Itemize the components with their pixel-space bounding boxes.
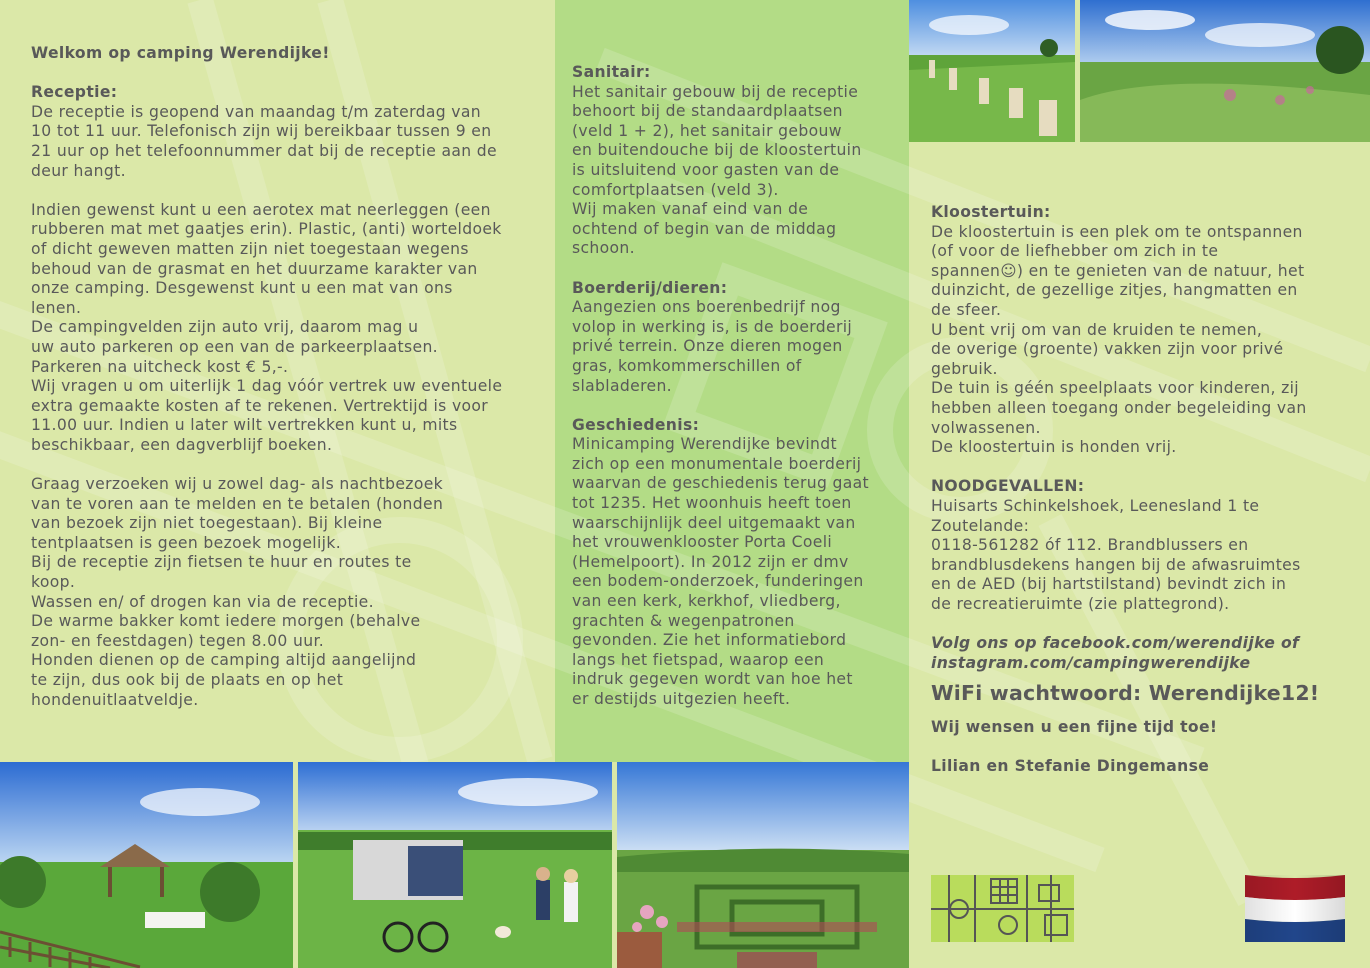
boerderij-line: gras, komkommerschillen of <box>572 356 802 375</box>
reception-line: 21 uur op het telefoonnummer dat bij de receptie aan de <box>31 141 497 160</box>
kloostertuin-line: de sfeer. <box>931 300 1002 319</box>
geschiedenis-line: er destijds uitgezien heeft. <box>572 690 791 708</box>
visitors-line: van bezoek zijn niet toegestaan). Bij kleine <box>31 514 383 533</box>
mat-line: rubberen mat met gaatjes erin). Plastic, (anti) worteldoek <box>31 220 502 239</box>
kloostertuin-heading: Kloostertuin: <box>931 203 1051 221</box>
geschiedenis-line: een bodem-onderzoek, funderingen <box>572 572 864 591</box>
bikes-line: Bij de receptie zijn fietsen te huur en routes te <box>31 553 412 572</box>
reception-line: De receptie is geopend van maandag t/m zaterdag van <box>31 102 482 121</box>
spacer <box>31 181 546 201</box>
geschiedenis-line: waarvan de geschiedenis terug gaat <box>572 474 870 493</box>
left-column-text <box>31 44 546 710</box>
boerderij-heading: Boerderij/dieren: <box>572 278 728 297</box>
spacer <box>931 614 1351 634</box>
sanitair-line: is uitsluitend voor gasten van de <box>572 160 840 179</box>
mat-line: lenen. <box>31 298 82 317</box>
geschiedenis-line: grachten & wegenpatronen <box>572 611 795 630</box>
dogs-line: Honden dienen op de camping altijd aangelijnd <box>31 651 417 670</box>
dutch-flag <box>1245 875 1345 942</box>
sanitair-line: en buitendouche bij de kloostertuin <box>572 141 862 160</box>
geschiedenis-heading: Geschiedenis: <box>572 415 700 434</box>
checkout-line: 11.00 uur. Indien u later wilt vertrekken kunt u, mits <box>31 416 458 435</box>
bakery-line: De warme bakker komt iedere morgen (behalve <box>31 612 421 631</box>
kloostertuin-line: U bent vrij om van de kruiden te nemen, <box>931 320 1263 339</box>
mat-line: onze camping. Desgewenst kunt u een mat van ons <box>31 279 453 298</box>
mat-line: Indien gewenst kunt u een aerotex mat neerleggen (een <box>31 200 491 219</box>
sanitair-heading: Sanitair: <box>572 63 651 81</box>
sanitair-line: comfortplaatsen (veld 3). <box>572 180 779 199</box>
reception-heading: Receptie: <box>31 83 118 102</box>
sanitair-line: ochtend of begin van de middag <box>572 219 837 238</box>
photo-field-fence <box>909 0 1075 142</box>
kloostertuin-line: (of voor de liefhebber om zich in te <box>931 242 1219 261</box>
photo-caravan-couple <box>298 762 612 968</box>
checkout-line: beschikbaar, een dagverblijf boeken. <box>31 435 333 454</box>
boerderij-line: Aangezien ons boerenbedrijf nog <box>572 298 841 317</box>
boerderij-line: volop in werking is, is de boerderij <box>572 317 853 336</box>
kloostertuin-line: gebruik. <box>931 359 998 378</box>
noodgevallen-line: 0118-561282 óf 112. Brandblussers en <box>931 536 1249 555</box>
dogs-line: hondenuitlaatveldje. <box>31 690 199 709</box>
visitors-line: van te voren aan te melden en te betalen (honden <box>31 494 444 513</box>
boerderij-line: slabladeren. <box>572 376 672 395</box>
sanitair-line: Het sanitair gebouw bij de receptie <box>572 82 859 101</box>
kloostertuin-line: volwassenen. <box>931 418 1041 437</box>
reception-line: deur hangt. <box>31 161 126 180</box>
welcome-title: Welkom op camping Werendijke! <box>31 44 330 62</box>
parking-line: De campingvelden zijn auto vrij, daarom mag u <box>31 318 419 337</box>
kloostertuin-line: De tuin is géén speelplaats voor kinderen, zij <box>931 379 1299 398</box>
geschiedenis-line: van een kerk, kerkhof, vliedberg, <box>572 592 841 611</box>
sanitair-line: Wij maken vanaf eind van de <box>572 200 809 219</box>
spacer <box>31 64 546 84</box>
werendijke-logo <box>931 875 1074 942</box>
spacer <box>572 396 902 416</box>
geschiedenis-line: zich op een monumentale boerderij <box>572 454 862 473</box>
bakery-line: zon- en feestdagen) tegen 8.00 uur. <box>31 631 325 650</box>
sanitair-line: (veld 1 + 2), het sanitair gebouw <box>572 121 842 140</box>
middle-column-text <box>572 63 902 710</box>
photo-gazebo-garden <box>0 762 293 968</box>
checkout-line: extra gemaakte kosten af te rekenen. Vertrektijd is voor <box>31 396 489 415</box>
kloostertuin-line: spannen☺) en te genieten van de natuur, het <box>931 261 1305 280</box>
mat-line: of dicht geweven matten zijn niet toegestaan wegens <box>31 239 469 258</box>
photo-kloostertuin <box>617 762 909 968</box>
sanitair-line: behoort bij de standaardplaatsen <box>572 102 843 121</box>
kloostertuin-line: De kloostertuin is een plek om te ontspannen <box>931 222 1303 241</box>
reception-line: 10 tot 11 uur. Telefonisch zijn wij bereikbaar tussen 9 en <box>31 122 492 141</box>
geschiedenis-line: het vrouwenklooster Porta Coeli <box>572 533 833 552</box>
geschiedenis-line: indruk gegeven wordt van hoe het <box>572 670 853 689</box>
noodgevallen-line: en de AED (bij hartstilstand) bevindt zich in <box>931 575 1287 594</box>
kloostertuin-line: de overige (groente) vakken zijn voor privé <box>931 340 1284 359</box>
kloostertuin-line: hebben alleen toegang onder begeleiding van <box>931 398 1307 417</box>
noodgevallen-line: brandblusdekens hangen bij de afwasruimtes <box>931 555 1301 574</box>
wifi-password: WiFi wachtwoord: Werendijke12! <box>931 681 1320 706</box>
spacer <box>572 259 902 279</box>
noodgevallen-line: Zoutelande: <box>931 516 1030 535</box>
noodgevallen-heading: NOODGEVALLEN: <box>931 477 1085 496</box>
geschiedenis-line: Minicamping Werendijke bevindt <box>572 435 837 454</box>
photo-garden-panorama <box>1080 0 1370 142</box>
sanitair-line: schoon. <box>572 239 635 258</box>
laundry-line: Wassen en/ of drogen kan via de receptie. <box>31 592 374 611</box>
kloostertuin-line: duinzicht, de gezellige zitjes, hangmatten en <box>931 281 1298 300</box>
noodgevallen-line: de recreatieruimte (zie plattegrond). <box>931 594 1230 613</box>
spacer <box>931 458 1351 478</box>
visitors-line: Graag verzoeken wij u zowel dag- als nachtbezoek <box>31 475 444 494</box>
checkout-line: Wij vragen u om uiterlijk 1 dag vóór vertrek uw eventuele <box>31 377 503 396</box>
geschiedenis-line: gevonden. Zie het informatiebord <box>572 631 847 650</box>
right-column-text <box>931 203 1351 776</box>
parking-line: uw auto parkeren op een van de parkeerplaatsen. <box>31 337 438 356</box>
parking-line: Parkeren na uitcheck kost € 5,-. <box>31 357 289 376</box>
geschiedenis-line: (Hemelpoort). In 2012 zijn er dmv <box>572 552 849 571</box>
noodgevallen-line: Huisarts Schinkelshoek, Leenesland 1 te <box>931 496 1260 515</box>
spacer <box>31 455 546 475</box>
social-media-line: Volg ons op facebook.com/werendijke of <box>931 634 1300 653</box>
mat-line: behoud van de grasmat en het duurzame karakter van <box>31 259 478 278</box>
kloostertuin-line: De kloostertuin is honden vrij. <box>931 438 1177 457</box>
boerderij-line: privé terrein. Onze dieren mogen <box>572 337 843 356</box>
visitors-line: tentplaatsen is geen bezoek mogelijk. <box>31 533 342 552</box>
geschiedenis-line: tot 1235. Het woonhuis heeft toen <box>572 494 852 513</box>
signature: Lilian en Stefanie Dingemanse <box>931 756 1210 775</box>
bikes-line: koop. <box>31 573 76 592</box>
social-media-line: instagram.com/campingwerendijke <box>931 653 1251 672</box>
geschiedenis-line: waarschijnlijk deel uitgemaakt van <box>572 513 856 532</box>
closing-wish: Wij wensen u een fijne tijd toe! <box>931 718 1218 737</box>
geschiedenis-line: langs het fietspad, waarop een <box>572 650 825 669</box>
dogs-line: te zijn, dus ook bij de plaats en op het <box>31 671 344 689</box>
